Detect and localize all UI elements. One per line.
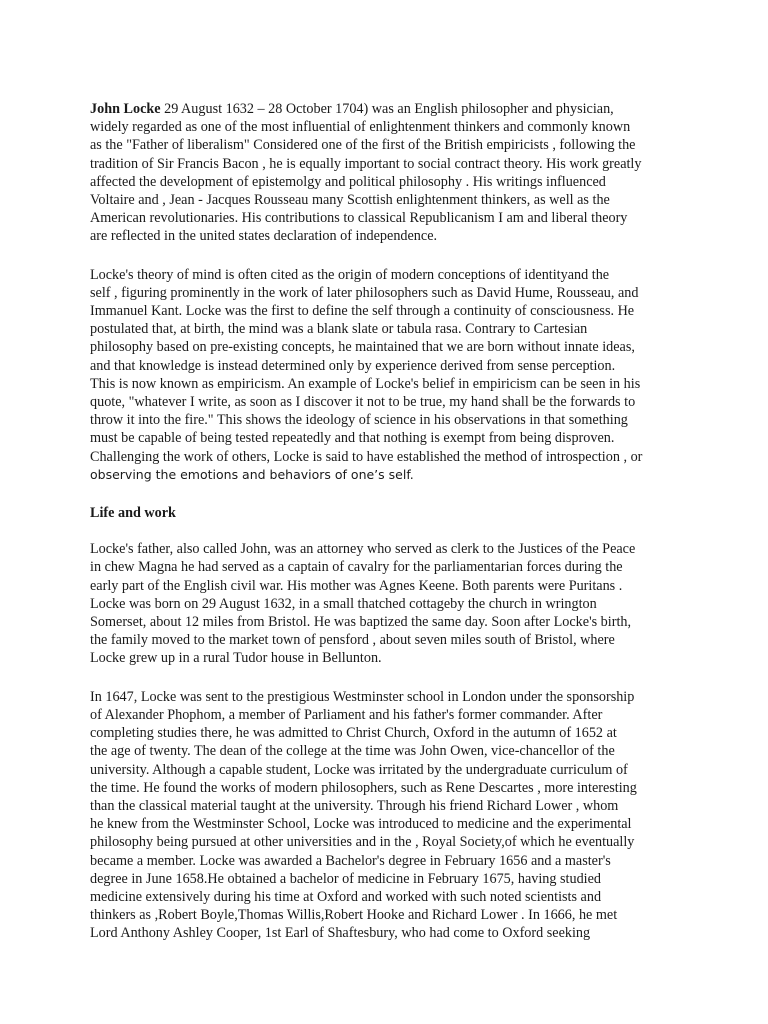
text-line: the family moved to the market town of pensford , about seven miles south of Bristol, where: [90, 632, 615, 649]
text-line: of Alexander Phophom, a member of Parliament and his father's former commander. After: [90, 706, 603, 723]
text-line: and that knowledge is instead determined only by experience derived from sense perception.: [90, 357, 616, 374]
text-line: Voltaire and , Jean - Jacques Rousseau many Scottish enlightenment thinkers, as well as the: [90, 192, 610, 209]
text-line: Locke's father, also called John, was an attorney who served as clerk to the Justices of the Peace: [90, 541, 636, 558]
text-line: early part of the English civil war. His mother was Agnes Keene. Both parents were Puritans .: [90, 577, 623, 594]
text-line: Immanuel Kant. Locke was the first to define the self through a continuity of consciousness. He: [90, 303, 635, 320]
text-line: thinkers as ,Robert Boyle,Thomas Willis,Robert Hooke and Richard Lower . In 1666, he met: [90, 907, 618, 924]
text-line: affected the development of epistemolgy and political philosophy . His writings influenced: [90, 173, 606, 190]
text-line: American revolutionaries. His contributions to classical Republicanism I am and liberal theory: [90, 210, 628, 227]
text-line: observing the emotions and behaviors of one’s self.: [90, 466, 414, 482]
document-page: [90, 100, 680, 951]
theory-of-mind-paragraph: [90, 266, 680, 484]
text-line: philosophy based on pre-existing concepts, he maintained that we are born without innate ideas,: [90, 339, 635, 356]
text-line: postulated that, at birth, the mind was a blank slate or tabula rasa. Contrary to Cartesian: [90, 321, 588, 338]
text-line: Challenging the work of others, Locke is said to have established the method of introspection , or: [90, 448, 643, 465]
text-line: than the classical material taught at the university. Through his friend Richard Lower , whom: [90, 797, 619, 814]
text-line: tradition of Sir Francis Bacon , he is equally important to social contract theory. His work greatly: [90, 155, 642, 172]
text-line: quote, "whatever I write, as soon as I discover it not to be true, my hand shall be the forwards to: [90, 394, 636, 411]
text-line: in chew Magna he had served as a captain of cavalry for the parliamentarian forces during the: [90, 559, 623, 576]
text-line: Locke was born on 29 August 1632, in a small thatched cottageby the church in wrington: [90, 595, 597, 612]
text-line: self , figuring prominently in the work of later philosophers such as David Hume, Rousseau, and: [90, 284, 639, 301]
section-heading: Life and work: [90, 505, 176, 522]
text-line: In 1647, Locke was sent to the prestigious Westminster school in London under the sponsorship: [90, 688, 635, 705]
text-line: throw it into the fire." This shows the ideology of science in his observations in that something: [90, 412, 628, 429]
text-line: This is now known as empiricism. An example of Locke's belief in empiricism can be seen in his: [90, 375, 641, 392]
text-line: completing studies there, he was admitted to Christ Church, Oxford in the autumn of 1652 at: [90, 725, 617, 742]
text-line: degree in June 1658.He obtained a bachelor of medicine in February 1675, having studied: [90, 870, 601, 887]
intro-paragraph: [90, 100, 680, 246]
text-line: the time. He found the works of modern philosophers, such as Rene Descartes , more interesting: [90, 779, 637, 796]
text-line: John Locke 29 August 1632 – 28 October 1704) was an English philosopher and physician,: [90, 101, 614, 117]
text-line: Somerset, about 12 miles from Bristol. He was baptized the same day. Soon after Locke's birth,: [90, 614, 632, 631]
text-line: Lord Anthony Ashley Cooper, 1st Earl of Shaftesbury, who had come to Oxford seeking: [90, 925, 591, 942]
text-line: must be capable of being tested repeatedly and that nothing is exempt from being disproven.: [90, 430, 615, 447]
text-line: widely regarded as one of the most influential of enlightenment thinkers and commonly known: [90, 119, 631, 136]
subject-name: John Locke: [90, 101, 161, 117]
text-line: he knew from the Westminster School, Locke was introduced to medicine and the experimental: [90, 816, 632, 833]
text-line: are reflected in the united states declaration of independence.: [90, 228, 438, 245]
text-line: philosophy being pursued at other universities and in the , Royal Society,of which he eventually: [90, 834, 635, 851]
early-life-paragraph: [90, 540, 680, 667]
text-line: as the "Father of liberalism" Considered one of the first of the British empiricists , following the: [90, 137, 636, 154]
text-line: the age of twenty. The dean of the college at the time was John Owen, vice-chancellor of the: [90, 743, 615, 760]
text-line: became a member. Locke was awarded a Bachelor's degree in February 1656 and a master's: [90, 852, 611, 869]
text-line: medicine extensively during his time at Oxford and worked with such noted scientists and: [90, 888, 602, 905]
text-line: Locke grew up in a rural Tudor house in Bellunton.: [90, 650, 382, 667]
text-line: Locke's theory of mind is often cited as the origin of modern conceptions of identityand the: [90, 266, 610, 283]
text-line: university. Although a capable student, Locke was irritated by the undergraduate curriculum of: [90, 761, 628, 778]
education-paragraph: [90, 688, 680, 943]
